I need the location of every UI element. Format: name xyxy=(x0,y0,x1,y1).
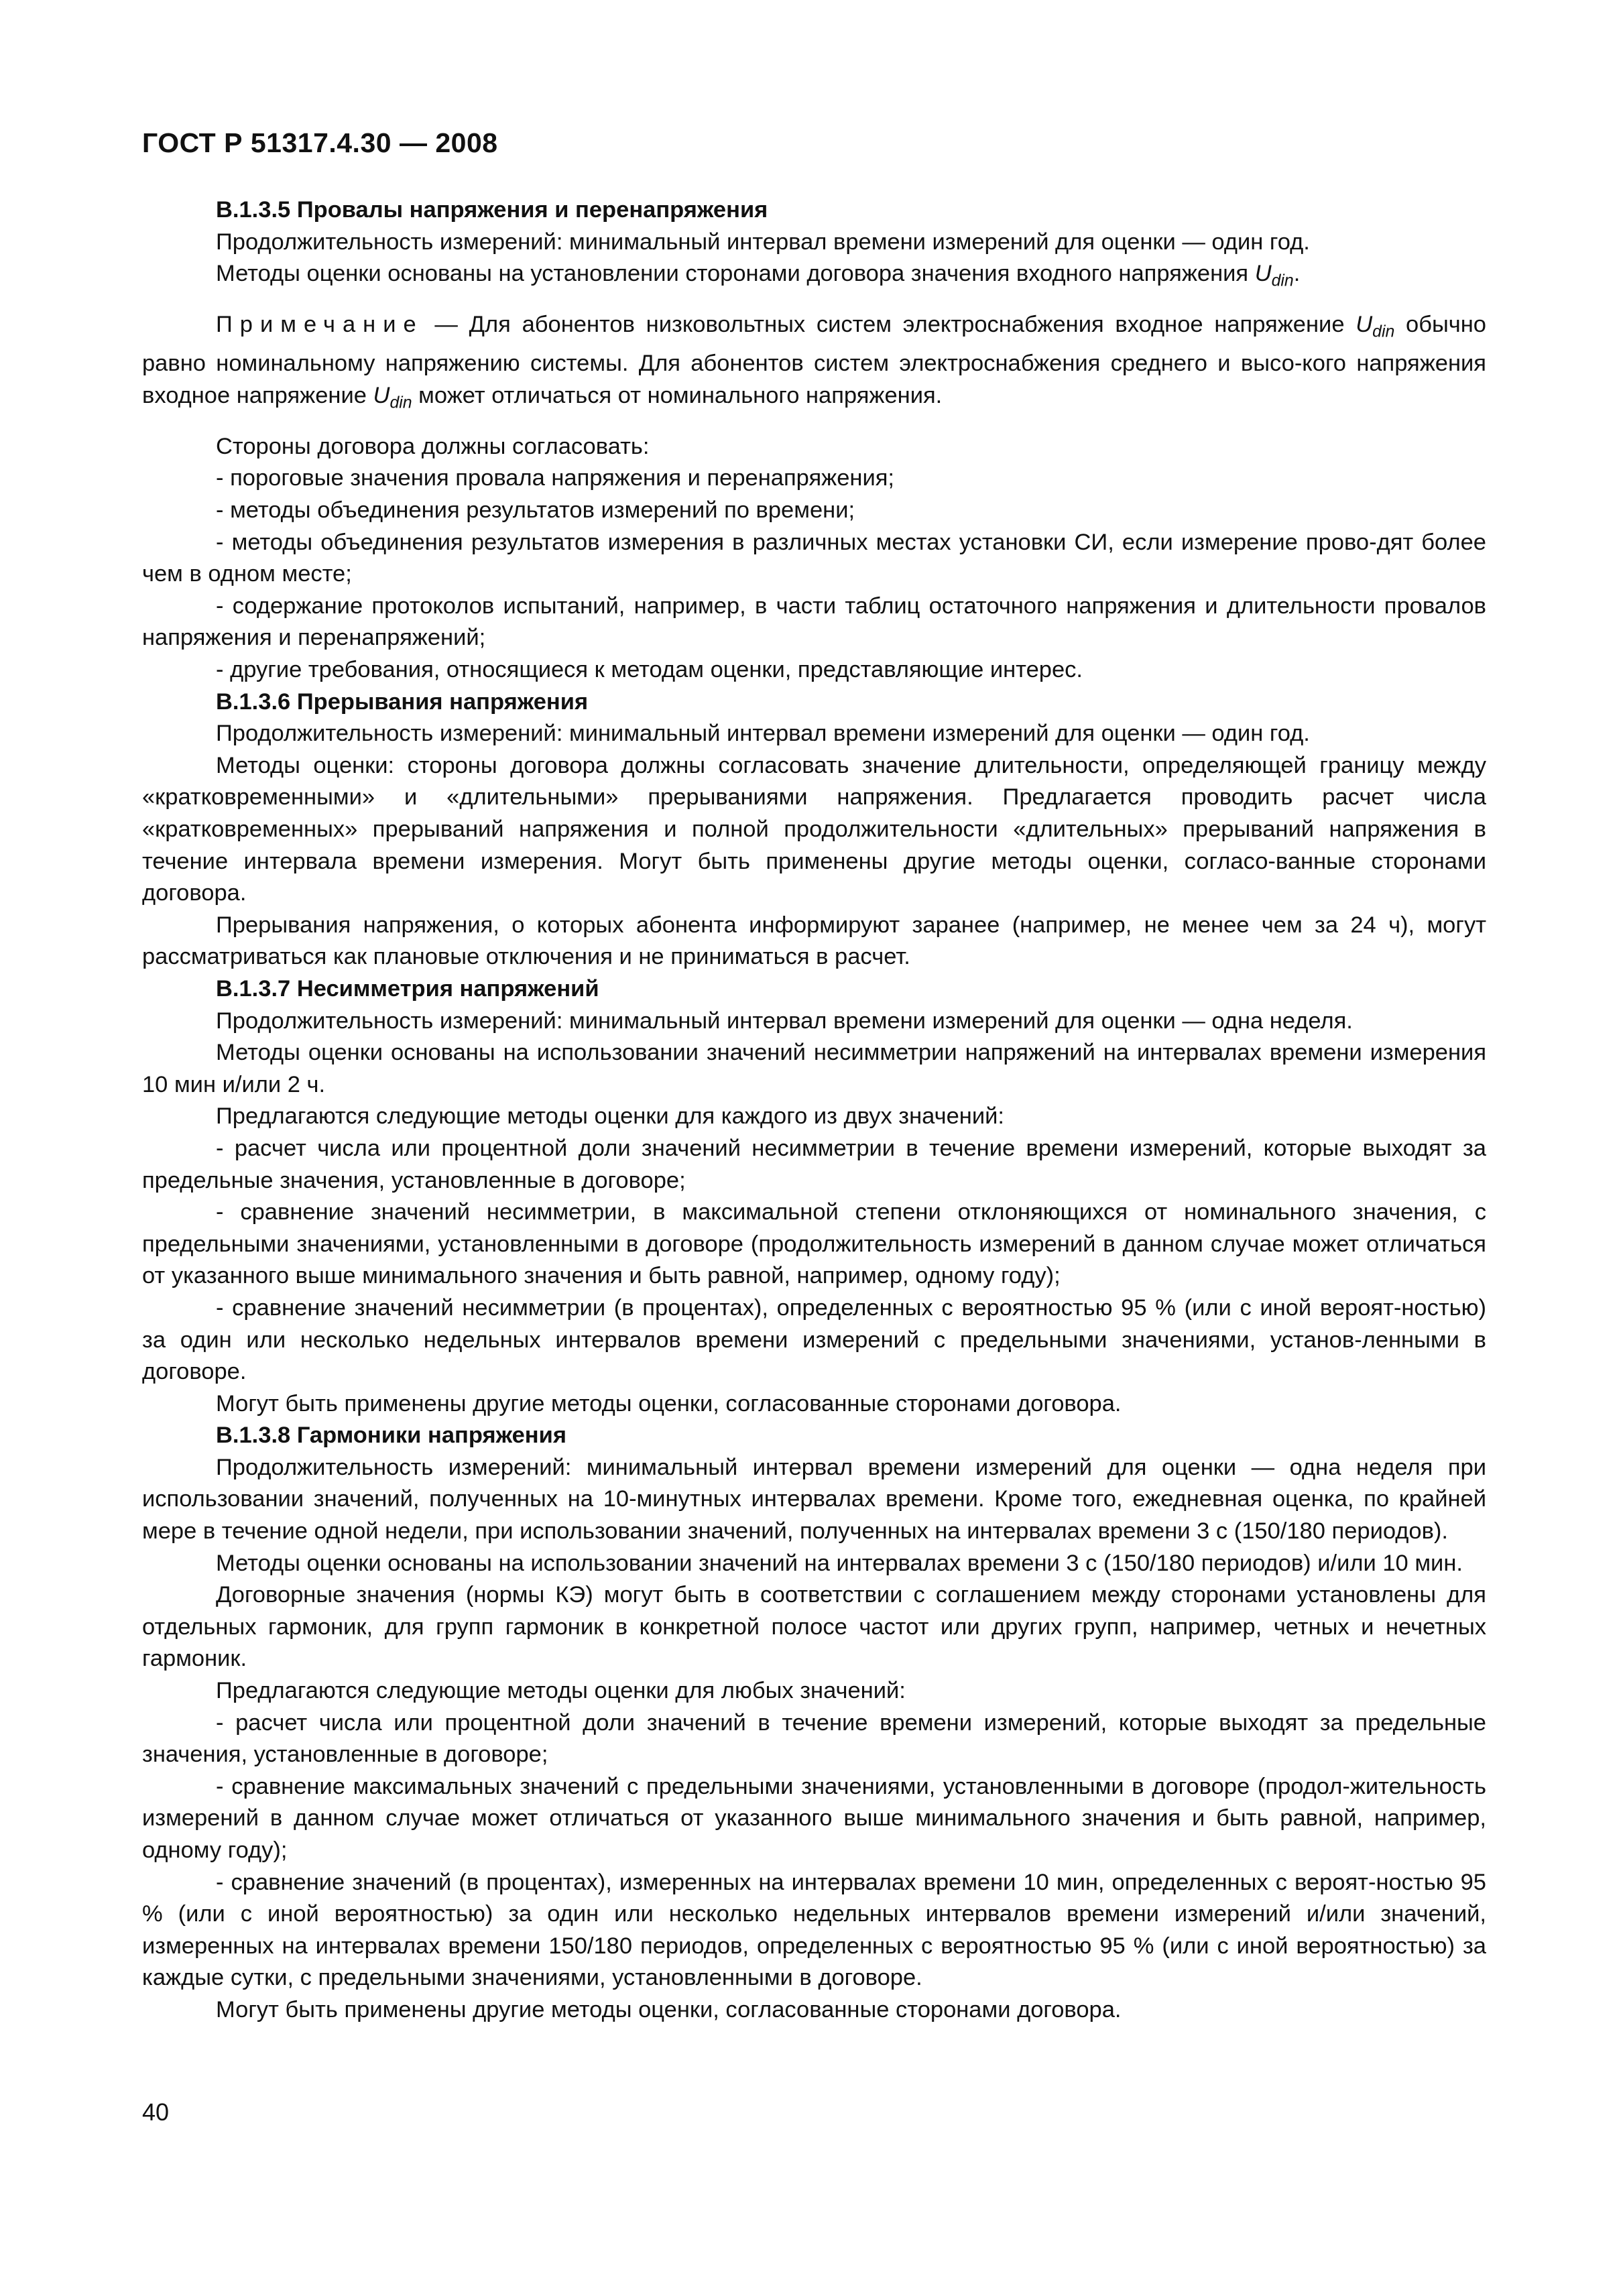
body-paragraph: Могут быть применены другие методы оценки, согласованные сторонами договора. xyxy=(216,1996,1122,2022)
variable-subscript: din xyxy=(389,394,412,412)
note-text: — Для абонентов низковольтных систем электроснабжения входное напряжение xyxy=(423,312,1356,338)
variable-subscript: din xyxy=(1372,322,1395,341)
document-header: ГОСТ Р 51317.4.30 — 2008 xyxy=(142,127,498,158)
body-paragraph: - сравнение максимальных значений с предельными значениями, установленными в договоре (продол-жительность измерений в данном случае может отличаться от указанного выше минимального значения и быть равной, например, одному году); xyxy=(142,1773,1486,1863)
variable-symbol: U xyxy=(1356,312,1373,338)
section-heading: B.1.3.6 Прерывания напряжения xyxy=(216,688,589,715)
body-paragraph: - пороговые значения провала напряжения и перенапряжения; xyxy=(216,465,894,491)
body-paragraph: Могут быть применены другие методы оценки, согласованные сторонами договора. xyxy=(216,1390,1122,1416)
body-paragraph: - сравнение значений несимметрии (в процентах), определенных с вероятностью 95 % (или с иной вероят-ностью) за один или несколько недельных интервалов времени измерений с предельными значениями, установ-ленными в договоре. xyxy=(142,1294,1486,1385)
body-paragraph: Предлагаются следующие методы оценки для любых значений: xyxy=(216,1678,906,1704)
variable-symbol: U xyxy=(373,382,390,408)
body-paragraph: - методы объединения результатов измерения в различных местах установки СИ, если измерение прово-дят более чем в одном месте; xyxy=(142,529,1486,587)
variable-subscript: din xyxy=(1271,271,1294,290)
body-paragraph: - сравнение значений (в процентах), измеренных на интервалах времени 10 мин, определенных с вероят-ностью 95 % (или с иной вероятностью) за один или несколько недельных интервалов времени измерений и/или значений, измеренных на интервалах времени 150/180 периодов, определенных с вероятностью 95 % (или с иной вероятностью) за каждые сутки, с предельными значениями, установленными в договоре. xyxy=(142,1869,1486,1991)
body-paragraph: Продолжительность измерений: минимальный интервал времени измерений для оценки — одна неделя. xyxy=(216,1008,1353,1034)
body-paragraph: - расчет числа или процентной доли значений в течение времени измерений, которые выходят за предельные значения, установленные в договоре; xyxy=(142,1709,1486,1768)
page-number: 40 xyxy=(142,2098,170,2126)
section-heading: B.1.3.8 Гармоники напряжения xyxy=(216,1423,566,1449)
note-label: Примечание xyxy=(216,312,424,338)
note-paragraph xyxy=(142,309,1486,419)
body-paragraph: Методы оценки основаны на использовании значений на интервалах времени 3 с (150/180 периодов) и/или 10 мин. xyxy=(216,1550,1463,1576)
paragraph-text: Методы оценки основаны на установлении сторонами договора значения входного напряжения xyxy=(216,261,1255,287)
note-text: может отличаться от номинального напряжения. xyxy=(412,382,943,408)
body-paragraph: - другие требования, относящиеся к методам оценки, представляющие интерес. xyxy=(216,657,1083,683)
body-paragraph: Методы оценки: стороны договора должны согласовать значение длительности, определяющей границу между «кратковременными» и «длительными» прерываниями напряжения. Предлагается проводить расчет числа «кратковременных» прерываний напряжения и полной продолжительности «длительных» прерываний напряжения в течение интервала времени измерения. Могут быть применены другие методы оценки, согласо-ванные сторонами договора. xyxy=(142,752,1486,906)
body-paragraph: Договорные значения (нормы КЭ) могут быть в соответствии с соглашением между сторонами установлены для отдельных гармоник, для групп гармоник в конкретной полосе частот или других групп, например, четных и нечетных гармоник. xyxy=(142,1582,1486,1672)
body-paragraph: Прерывания напряжения, о которых абонента информируют заранее (например, не менее чем за 24 ч), могут рассматриваться как плановые отключения и не приниматься в расчет. xyxy=(142,912,1486,970)
body-paragraph: Методы оценки основаны на использовании значений несимметрии напряжений на интервалах времени измерения 10 мин и/или 2 ч. xyxy=(142,1040,1486,1097)
body-paragraph: Предлагаются следующие методы оценки для каждого из двух значений: xyxy=(216,1103,1004,1130)
variable-symbol: U xyxy=(1254,261,1272,287)
body-paragraph: - содержание протоколов испытаний, например, в части таблиц остаточного напряжения и длительности провалов напряжения и перенапряжений; xyxy=(142,593,1486,651)
paragraph-text: . xyxy=(1293,261,1301,287)
body-paragraph: - сравнение значений несимметрии, в максимальной степени отклоняющихся от номинального значения, с предельными значениями, установленными в договоре (продолжительность измерений в данном случае может отличаться от указанного выше минимального значения и быть равной, например, одному году); xyxy=(142,1199,1486,1289)
body-paragraph: Продолжительность измерений: минимальный интервал времени измерений для оценки — один год. xyxy=(216,721,1310,747)
body-paragraph: - методы объединения результатов измерений по времени; xyxy=(216,497,855,524)
body-paragraph: Стороны договора должны согласовать: xyxy=(216,433,650,459)
body-paragraph xyxy=(142,258,1486,297)
body-paragraph: Продолжительность измерений: минимальный интервал времени измерений для оценки — одна неделя при использовании значений, полученных на 10-минутных интервалах времени. Кроме того, ежедневная оценка, по крайней мере в течение одной недели, при использовании значений, полученных на интервалах времени 3 с (150/180 периодов). xyxy=(142,1454,1486,1545)
section-heading: B.1.3.7 Несимметрия напряжений xyxy=(216,975,599,1002)
body-paragraph: - расчет числа или процентной доли значений несимметрии в течение времени измерений, которые выходят за предельные значения, установленные в договоре; xyxy=(142,1135,1486,1193)
document-body xyxy=(142,194,1486,2027)
body-paragraph: Продолжительность измерений: минимальный интервал времени измерений для оценки — один год. xyxy=(216,229,1310,255)
note-text: обычно равно номинальному напряжению системы. Для абонентов систем электроснабжения среднего и высо-кого напряжения входное напряжение xyxy=(142,312,1486,408)
section-heading: B.1.3.5 Провалы напряжения и перенапряжения xyxy=(216,197,768,223)
